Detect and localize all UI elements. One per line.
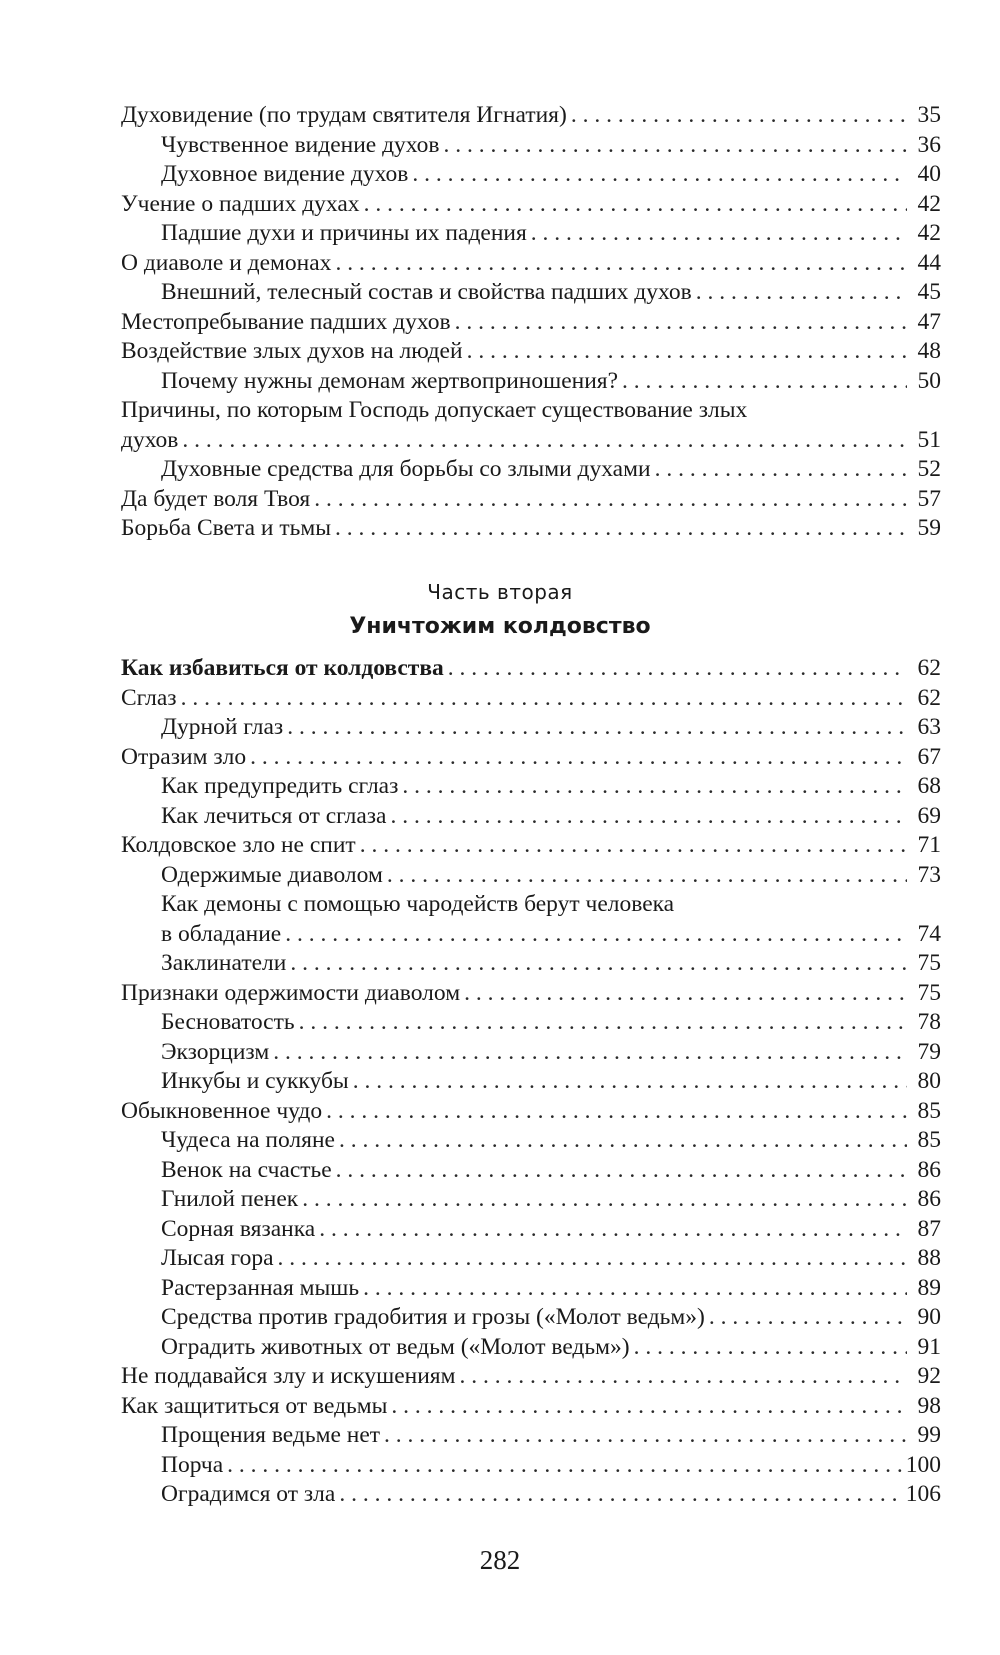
dot-leader (335, 249, 907, 279)
toc-entry-title: Порча (161, 1451, 224, 1478)
toc-entry-title: Гнилой пенек (161, 1186, 299, 1212)
dot-leader (299, 1008, 907, 1038)
dot-leader (290, 949, 907, 979)
toc-entry-title: Учение о падших духах (121, 190, 360, 217)
toc-entry-title: Инкубы и суккубы (161, 1068, 349, 1094)
toc-entry-title: Обыкновенное чудо (121, 1097, 323, 1124)
toc-entry-title: Борьба Света и тьмы (121, 515, 331, 541)
dot-leader (622, 367, 907, 397)
toc-entry-title: в обладание (161, 920, 282, 947)
dot-leader (391, 802, 908, 832)
toc-entry-page: 85 (917, 1127, 941, 1153)
toc-entry-page: 48 (917, 338, 941, 364)
toc-entry (121, 455, 941, 485)
toc-entry-page: 45 (917, 279, 941, 305)
toc-entry (121, 1303, 941, 1333)
toc-entry-title: Как предупредить сглаз (161, 773, 399, 799)
toc-entry-title: Лысая гора (161, 1245, 274, 1271)
dot-leader (363, 1274, 907, 1304)
dot-leader (319, 1215, 907, 1245)
toc-entry-page: 75 (917, 950, 941, 976)
toc-entry-page: 40 (917, 161, 941, 187)
toc-entry-page: 85 (917, 1097, 941, 1124)
toc-entry-title: Духовные средства для борьбы со злыми духами (161, 456, 651, 482)
dot-leader (227, 1451, 902, 1481)
toc-entry-page: 42 (917, 220, 941, 246)
toc-entry (121, 861, 941, 891)
toc-entry (121, 514, 941, 544)
toc-entry (121, 1038, 941, 1068)
toc-entry-page: 74 (917, 920, 941, 947)
toc-entry (121, 802, 941, 832)
toc-entry-page: 98 (917, 1392, 941, 1419)
dot-leader (412, 160, 907, 190)
toc-entry-title: Сорная вязанка (161, 1215, 316, 1242)
toc-entry-title: Да будет воля Твоя (121, 485, 311, 512)
toc-entry-title: Местопребывание падших духов (121, 308, 451, 335)
toc-entry (121, 1451, 941, 1481)
toc-entry (121, 1215, 941, 1245)
dot-leader (459, 1362, 907, 1392)
toc-entry (121, 308, 941, 338)
dot-leader (302, 1185, 907, 1215)
toc-entry (121, 1008, 941, 1038)
toc-entry-page: 63 (917, 714, 941, 740)
toc-entry-page: 69 (917, 802, 941, 829)
toc-entry-title: Признаки одержимости диаволом (121, 979, 461, 1006)
dot-leader (448, 654, 907, 684)
toc-entry-title: Духовное видение духов (161, 161, 409, 187)
toc-entry (121, 831, 941, 861)
dot-leader (326, 1097, 907, 1127)
toc-entry-page: 44 (917, 249, 941, 276)
toc-entry-page: 75 (917, 979, 941, 1006)
dot-leader (182, 426, 907, 456)
toc-entry-title: О диаволе и демонах (121, 249, 332, 276)
toc-entry-page: 86 (917, 1156, 941, 1183)
toc-entry (121, 684, 941, 714)
toc-entry-page: 73 (917, 861, 941, 888)
toc-entry (121, 1185, 941, 1215)
toc-entry-page: 80 (917, 1068, 941, 1094)
toc-entry-page: 88 (917, 1245, 941, 1271)
toc-entry-page: 62 (917, 655, 941, 681)
dot-leader (364, 190, 907, 220)
toc-entry-title: Одержимые диаволом (161, 861, 383, 888)
toc-entry-page: 89 (917, 1274, 941, 1301)
toc-entry (121, 713, 941, 743)
dot-leader (464, 979, 907, 1009)
toc-entry-title: Воздействие злых духов на людей (121, 338, 463, 364)
toc-entry (121, 1156, 941, 1186)
dot-leader (387, 861, 907, 891)
toc-entry-page: 78 (917, 1009, 941, 1035)
dot-leader (335, 514, 907, 544)
dot-leader (250, 743, 907, 773)
dot-leader (709, 1303, 907, 1333)
toc-entry (121, 743, 941, 773)
dot-leader (285, 920, 907, 950)
dot-leader (353, 1067, 907, 1097)
dot-leader (467, 337, 907, 367)
toc-entry-page: 50 (917, 367, 941, 394)
toc-entry-title: Венок на счастье (161, 1156, 332, 1183)
toc-entry-page: 71 (917, 832, 941, 858)
toc-entry (121, 1097, 941, 1127)
toc-entry-page: 42 (917, 190, 941, 217)
toc-entry-page: 35 (917, 102, 941, 128)
toc-entry-title: Духовидение (по трудам святителя Игнатия) (121, 102, 567, 128)
toc-entry-title: Отразим зло (121, 743, 247, 770)
dot-leader (391, 1392, 907, 1422)
toc-entry-title: Как лечиться от сглаза (161, 802, 387, 829)
dot-leader (444, 131, 908, 161)
toc-entry (121, 1067, 941, 1097)
dot-leader (402, 772, 907, 802)
toc-entry-page: 90 (917, 1304, 941, 1330)
toc-entry (121, 1392, 941, 1422)
toc-entry (121, 219, 941, 249)
toc-entry-page: 99 (917, 1422, 941, 1448)
toc-entry-page: 47 (917, 308, 941, 335)
toc-entry (121, 1480, 941, 1510)
toc-entry-page: 92 (917, 1363, 941, 1389)
toc-entry-title: Экзорцизм (161, 1038, 270, 1065)
page-number: 282 (479, 1545, 521, 1575)
toc-entry-title: Колдовское зло не спит (121, 832, 356, 858)
toc-entry-page: 106 (905, 1481, 941, 1507)
dot-leader (314, 485, 907, 515)
toc-entry (121, 278, 941, 308)
toc-entry (121, 485, 941, 515)
dot-leader (336, 1156, 907, 1186)
toc-part-two (121, 654, 941, 1510)
toc-entry-title: Чудеса на поляне (161, 1127, 335, 1153)
toc-entry-title: Оградимся от зла (161, 1481, 336, 1507)
dot-leader (531, 219, 907, 249)
toc-entry-page: 100 (905, 1451, 941, 1478)
dot-leader (287, 713, 907, 743)
toc-entry-page: 51 (917, 426, 941, 453)
toc-entry-page: 91 (917, 1333, 941, 1360)
toc-entry (121, 1421, 941, 1451)
toc-entry-title: Падшие духи и причины их падения (161, 220, 527, 246)
toc-entry-title: Как защититься от ведьмы (121, 1392, 388, 1419)
toc-entry-title: Заклинатели (161, 950, 287, 976)
dot-leader (181, 684, 907, 714)
toc-part-one (121, 101, 941, 544)
toc-entry (121, 979, 941, 1009)
toc-entry (121, 367, 941, 397)
toc-entry (121, 1274, 941, 1304)
toc-entry-page: 59 (917, 515, 941, 541)
toc-entry (121, 1333, 941, 1363)
toc-entry-title: Прощения ведьме нет (161, 1422, 381, 1448)
toc-entry-title: Не поддавайся злу и искушениям (121, 1363, 456, 1389)
toc-entry (121, 1126, 941, 1156)
dot-leader (278, 1244, 907, 1274)
dot-leader (339, 1480, 901, 1510)
toc-entry-page: 57 (917, 485, 941, 512)
toc-entry-title: Растерзанная мышь (161, 1274, 360, 1301)
toc-entry (121, 920, 941, 950)
dot-leader (696, 278, 907, 308)
toc-entry-page: 86 (917, 1186, 941, 1212)
dot-leader (384, 1421, 907, 1451)
toc-entry-page: 87 (917, 1215, 941, 1242)
toc-entry-line (121, 890, 941, 920)
toc-entry-title: Бесноватость (161, 1009, 295, 1035)
toc-entry-title: Внешний, телесный состав и свойства падших духов (161, 279, 692, 305)
toc-entry-title: Почему нужны демонам жертвоприношения? (161, 367, 619, 394)
dot-leader (634, 1333, 907, 1363)
toc-entry-title: Дурной глаз (161, 714, 284, 740)
toc-entry-page: 79 (917, 1038, 941, 1065)
toc-entry (121, 1362, 941, 1392)
toc-entry-title: духов (121, 426, 179, 453)
toc-entry-page: 67 (917, 743, 941, 770)
toc-entry-title: Как демоны с помощью чародейств берут человека (161, 891, 675, 917)
toc-entry-page: 62 (917, 684, 941, 711)
toc-entry-title: Чувственное видение духов (161, 131, 440, 158)
toc-entry (121, 1244, 941, 1274)
toc-entry (121, 131, 941, 161)
toc-entry (121, 160, 941, 190)
dot-leader (655, 455, 907, 485)
dot-leader (273, 1038, 907, 1068)
toc-entry (121, 249, 941, 279)
toc-entry (121, 772, 941, 802)
toc-entry (121, 654, 941, 684)
toc-entry-page: 52 (917, 456, 941, 482)
dot-leader (360, 831, 907, 861)
dot-leader (339, 1126, 907, 1156)
toc-entry-page: 36 (917, 131, 941, 158)
toc-entry (121, 101, 941, 131)
toc-entry-title: Сглаз (121, 684, 177, 711)
toc-entry-page: 68 (917, 773, 941, 799)
dot-leader (455, 308, 907, 338)
part-label: Часть вторая (427, 580, 573, 604)
dot-leader (571, 101, 907, 131)
toc-entry-title: Оградить животных от ведьм («Молот ведьм») (161, 1333, 630, 1360)
toc-entry-title: Причины, по которым Господь допускает существование злых (121, 397, 748, 423)
toc-entry (121, 949, 941, 979)
toc-entry-title: Средства против градобития и грозы («Молот ведьм») (161, 1304, 705, 1330)
toc-entry-title: Как избавиться от колдовства (121, 655, 444, 681)
toc-entry (121, 190, 941, 220)
toc-entry-line (121, 396, 941, 426)
toc-entry (121, 426, 941, 456)
toc-entry (121, 337, 941, 367)
part-title: Уничтожим колдовство (349, 614, 651, 639)
